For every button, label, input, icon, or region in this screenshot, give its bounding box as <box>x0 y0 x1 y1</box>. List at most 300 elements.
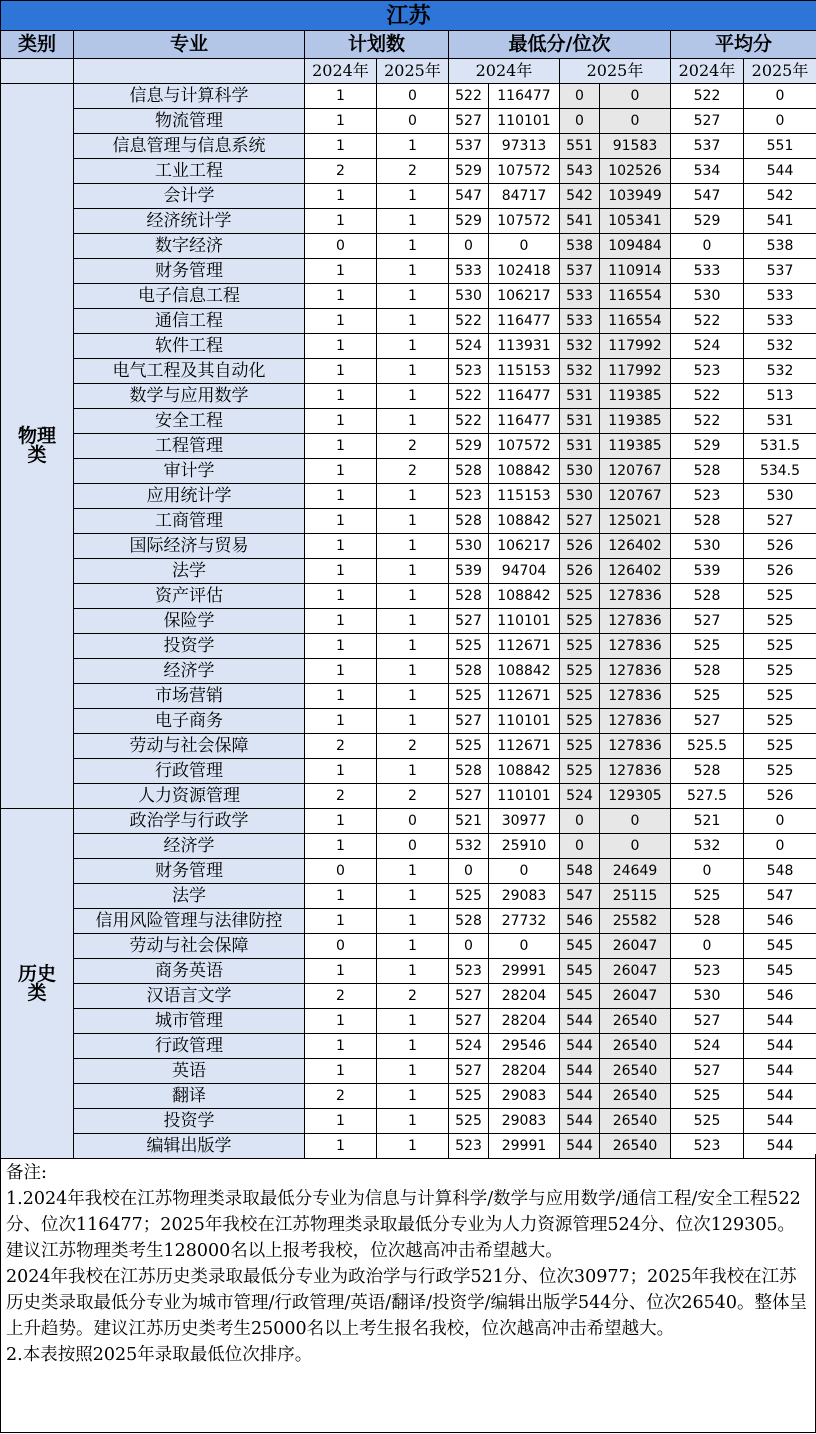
min-score-2024-cell: 523 <box>449 359 489 384</box>
header-category: 类别 <box>1 31 74 59</box>
plan-2025-cell: 1 <box>377 534 449 559</box>
min-rank-2025-cell: 127836 <box>600 659 671 684</box>
table-row <box>1 559 816 584</box>
plan-2024-cell: 2 <box>305 784 377 809</box>
avg-2024-cell: 533 <box>671 259 744 284</box>
min-rank-2025-cell: 26540 <box>600 1034 671 1059</box>
min-rank-2024-cell: 0 <box>489 234 560 259</box>
min-rank-2025-cell: 26540 <box>600 1059 671 1084</box>
min-score-2025-cell: 546 <box>560 909 600 934</box>
avg-2024-cell: 523 <box>671 484 744 509</box>
min-score-2024-cell: 522 <box>449 384 489 409</box>
avg-2025-cell: 544 <box>744 1109 816 1134</box>
min-score-2025-cell: 532 <box>560 334 600 359</box>
table-row <box>1 259 816 284</box>
plan-2024-cell: 1 <box>305 309 377 334</box>
plan-2025-cell: 0 <box>377 109 449 134</box>
avg-2025-cell: 0 <box>744 109 816 134</box>
table-row <box>1 634 816 659</box>
min-rank-2024-cell: 110101 <box>489 109 560 134</box>
plan-2025-cell: 2 <box>377 734 449 759</box>
avg-2024-cell: 527 <box>671 609 744 634</box>
min-score-2025-cell: 525 <box>560 734 600 759</box>
avg-2024-cell: 522 <box>671 84 744 109</box>
avg-2025-cell: 525 <box>744 584 816 609</box>
major-cell: 通信工程 <box>74 309 305 334</box>
major-cell: 商务英语 <box>74 959 305 984</box>
plan-2024-cell: 1 <box>305 1109 377 1134</box>
plan-2024-cell: 1 <box>305 684 377 709</box>
min-score-2025-cell: 525 <box>560 609 600 634</box>
min-score-2025-cell: 544 <box>560 1134 600 1159</box>
min-score-2024-cell: 524 <box>449 1034 489 1059</box>
plan-2024-cell: 1 <box>305 559 377 584</box>
min-score-2024-cell: 528 <box>449 509 489 534</box>
min-score-2025-cell: 526 <box>560 559 600 584</box>
major-cell: 财务管理 <box>74 859 305 884</box>
min-score-2024-cell: 527 <box>449 1009 489 1034</box>
min-score-2025-cell: 525 <box>560 759 600 784</box>
min-rank-2025-cell: 105341 <box>600 209 671 234</box>
avg-2025-cell: 531.5 <box>744 434 816 459</box>
table-row <box>1 209 816 234</box>
min-rank-2025-cell: 129305 <box>600 784 671 809</box>
avg-2025-cell: 551 <box>744 134 816 159</box>
avg-2024-cell: 529 <box>671 209 744 234</box>
min-score-2024-cell: 522 <box>449 409 489 434</box>
year-blank-major <box>74 59 305 84</box>
min-score-2024-cell: 522 <box>449 84 489 109</box>
major-cell: 翻译 <box>74 1084 305 1109</box>
plan-year-2024: 2024年 <box>305 59 377 84</box>
min-rank-2024-cell: 116477 <box>489 84 560 109</box>
table-row <box>1 109 816 134</box>
min-rank-2024-cell: 29991 <box>489 1134 560 1159</box>
min-score-2024-cell: 522 <box>449 309 489 334</box>
plan-2024-cell: 1 <box>305 434 377 459</box>
min-rank-2024-cell: 27732 <box>489 909 560 934</box>
notes-paragraph-2: 2024年我校在江苏历史类录取最低分专业为政治学与行政学521分、位次30977；2025年我校在江苏历史类录取最低分专业为城市管理/行政管理/英语/翻译/投资学/编辑出版学544分、位次26540。整体呈上升趋势。建议江苏历史类考生25000名以上考生报名我校，位次越高冲击希望越大。 <box>6 1267 808 1339</box>
table-row <box>1 909 816 934</box>
min-score-2024-cell: 547 <box>449 184 489 209</box>
min-score-2025-cell: 531 <box>560 384 600 409</box>
min-rank-2024-cell: 116477 <box>489 409 560 434</box>
min-rank-2025-cell: 127836 <box>600 684 671 709</box>
min-rank-2024-cell: 107572 <box>489 434 560 459</box>
min-rank-2024-cell: 0 <box>489 934 560 959</box>
avg-2025-cell: 525 <box>744 709 816 734</box>
major-cell: 投资学 <box>74 1109 305 1134</box>
plan-2025-cell: 1 <box>377 859 449 884</box>
table-row <box>1 284 816 309</box>
min-score-2024-cell: 532 <box>449 834 489 859</box>
avg-2024-cell: 527 <box>671 709 744 734</box>
min-score-2025-cell: 532 <box>560 359 600 384</box>
major-cell: 保险学 <box>74 609 305 634</box>
plan-2025-cell: 1 <box>377 509 449 534</box>
avg-2024-cell: 534 <box>671 159 744 184</box>
min-score-2024-cell: 528 <box>449 659 489 684</box>
notes <box>6 1160 812 1368</box>
min-rank-2025-cell: 127836 <box>600 584 671 609</box>
major-cell: 行政管理 <box>74 1034 305 1059</box>
min-rank-2025-cell: 26540 <box>600 1109 671 1134</box>
min-score-2024-cell: 530 <box>449 534 489 559</box>
avg-2025-cell: 525 <box>744 759 816 784</box>
avg-2025-cell: 513 <box>744 384 816 409</box>
year-blank-category <box>1 59 74 84</box>
min-rank-2025-cell: 127836 <box>600 734 671 759</box>
avg-2024-cell: 0 <box>671 234 744 259</box>
avg-2024-cell: 525 <box>671 1109 744 1134</box>
major-cell: 信息管理与信息系统 <box>74 134 305 159</box>
header-row <box>1 31 816 59</box>
min-rank-2024-cell: 29083 <box>489 1109 560 1134</box>
avg-2025-cell: 527 <box>744 509 816 534</box>
min-score-2025-cell: 544 <box>560 1034 600 1059</box>
plan-2024-cell: 1 <box>305 884 377 909</box>
min-score-2024-cell: 529 <box>449 159 489 184</box>
min-score-2025-cell: 544 <box>560 1109 600 1134</box>
min-score-2025-cell: 544 <box>560 1059 600 1084</box>
plan-2025-cell: 2 <box>377 459 449 484</box>
min-rank-2024-cell: 30977 <box>489 809 560 834</box>
plan-2024-cell: 1 <box>305 809 377 834</box>
plan-2025-cell: 1 <box>377 959 449 984</box>
min-score-2024-cell: 530 <box>449 284 489 309</box>
plan-2025-cell: 1 <box>377 359 449 384</box>
avg-2024-cell: 525 <box>671 884 744 909</box>
plan-2025-cell: 1 <box>377 1059 449 1084</box>
plan-2024-cell: 1 <box>305 709 377 734</box>
min-rank-2025-cell: 120767 <box>600 484 671 509</box>
min-rank-2025-cell: 119385 <box>600 384 671 409</box>
plan-2024-cell: 2 <box>305 984 377 1009</box>
avg-2024-cell: 523 <box>671 959 744 984</box>
min-score-2025-cell: 0 <box>560 84 600 109</box>
min-score-2024-cell: 0 <box>449 859 489 884</box>
major-cell: 数字经济 <box>74 234 305 259</box>
plan-2024-cell: 0 <box>305 934 377 959</box>
table-row <box>1 1009 816 1034</box>
min-rank-2025-cell: 26540 <box>600 1084 671 1109</box>
avg-2024-cell: 525.5 <box>671 734 744 759</box>
avg-2025-cell: 530 <box>744 484 816 509</box>
major-cell: 投资学 <box>74 634 305 659</box>
major-cell: 工商管理 <box>74 509 305 534</box>
min-score-2024-cell: 525 <box>449 634 489 659</box>
plan-2025-cell: 1 <box>377 909 449 934</box>
plan-2024-cell: 1 <box>305 209 377 234</box>
min-rank-2024-cell: 107572 <box>489 209 560 234</box>
avg-2024-cell: 525 <box>671 1084 744 1109</box>
avg-2025-cell: 526 <box>744 534 816 559</box>
min-score-2025-cell: 548 <box>560 859 600 884</box>
avg-2025-cell: 547 <box>744 884 816 909</box>
avg-2024-cell: 530 <box>671 984 744 1009</box>
min-rank-2024-cell: 106217 <box>489 284 560 309</box>
min-rank-2025-cell: 0 <box>600 109 671 134</box>
table-row <box>1 859 816 884</box>
min-rank-2025-cell: 127836 <box>600 759 671 784</box>
min-rank-2024-cell: 106217 <box>489 534 560 559</box>
avg-2025-cell: 541 <box>744 209 816 234</box>
table-row <box>1 1059 816 1084</box>
table-title: 江苏 <box>1 1 816 31</box>
avg-2025-cell: 525 <box>744 734 816 759</box>
min-score-2025-cell: 545 <box>560 934 600 959</box>
avg-2025-cell: 544 <box>744 159 816 184</box>
min-score-2024-cell: 529 <box>449 434 489 459</box>
min-rank-2025-cell: 120767 <box>600 459 671 484</box>
plan-2024-cell: 1 <box>305 584 377 609</box>
plan-2025-cell: 1 <box>377 759 449 784</box>
min-score-2024-cell: 523 <box>449 959 489 984</box>
avg-2025-cell: 526 <box>744 784 816 809</box>
major-cell: 市场营销 <box>74 684 305 709</box>
min-score-2025-cell: 525 <box>560 684 600 709</box>
major-cell: 物流管理 <box>74 109 305 134</box>
avg-2025-cell: 0 <box>744 834 816 859</box>
table-row <box>1 409 816 434</box>
plan-2025-cell: 1 <box>377 884 449 909</box>
min-rank-2025-cell: 24649 <box>600 859 671 884</box>
plan-2025-cell: 1 <box>377 709 449 734</box>
avg-2025-cell: 542 <box>744 184 816 209</box>
avg-2024-cell: 523 <box>671 359 744 384</box>
min-score-2025-cell: 524 <box>560 784 600 809</box>
major-cell: 资产评估 <box>74 584 305 609</box>
avg-2024-cell: 529 <box>671 434 744 459</box>
table-row <box>1 359 816 384</box>
table-row <box>1 184 816 209</box>
plan-2024-cell: 1 <box>305 534 377 559</box>
plan-2024-cell: 1 <box>305 909 377 934</box>
major-cell: 信用风险管理与法律防控 <box>74 909 305 934</box>
year-row <box>1 59 816 84</box>
min-rank-2024-cell: 108842 <box>489 659 560 684</box>
min-rank-2025-cell: 0 <box>600 834 671 859</box>
min-score-2025-cell: 544 <box>560 1084 600 1109</box>
avg-2024-cell: 525 <box>671 684 744 709</box>
plan-2025-cell: 1 <box>377 634 449 659</box>
major-cell: 财务管理 <box>74 259 305 284</box>
avg-2024-cell: 528 <box>671 659 744 684</box>
min-rank-2025-cell: 117992 <box>600 334 671 359</box>
min-rank-2025-cell: 26047 <box>600 984 671 1009</box>
plan-2025-cell: 1 <box>377 284 449 309</box>
plan-2024-cell: 0 <box>305 859 377 884</box>
major-cell: 电气工程及其自动化 <box>74 359 305 384</box>
min-score-2025-cell: 537 <box>560 259 600 284</box>
min-score-2024-cell: 527 <box>449 784 489 809</box>
min-score-2024-cell: 525 <box>449 884 489 909</box>
avg-2025-cell: 533 <box>744 284 816 309</box>
avg-2025-cell: 544 <box>744 1009 816 1034</box>
major-cell: 汉语言文学 <box>74 984 305 1009</box>
major-cell: 英语 <box>74 1059 305 1084</box>
plan-2024-cell: 1 <box>305 284 377 309</box>
avg-2025-cell: 533 <box>744 309 816 334</box>
avg-2024-cell: 527 <box>671 1059 744 1084</box>
table-row <box>1 434 816 459</box>
major-cell: 信息与计算科学 <box>74 84 305 109</box>
avg-2024-cell: 0 <box>671 934 744 959</box>
min-score-2025-cell: 544 <box>560 1009 600 1034</box>
avg-2025-cell: 544 <box>744 1134 816 1159</box>
min-rank-2024-cell: 110101 <box>489 784 560 809</box>
avg-2024-cell: 528 <box>671 584 744 609</box>
min-score-2024-cell: 525 <box>449 1084 489 1109</box>
avg-2025-cell: 545 <box>744 959 816 984</box>
table-row <box>1 384 816 409</box>
plan-2025-cell: 1 <box>377 684 449 709</box>
table-row <box>1 234 816 259</box>
min-score-2024-cell: 524 <box>449 334 489 359</box>
min-score-2025-cell: 543 <box>560 159 600 184</box>
min-rank-2024-cell: 112671 <box>489 734 560 759</box>
avg-2025-cell: 526 <box>744 559 816 584</box>
min-rank-2024-cell: 28204 <box>489 1059 560 1084</box>
avg-2025-cell: 544 <box>744 1084 816 1109</box>
min-rank-2025-cell: 0 <box>600 809 671 834</box>
avg-2025-cell: 538 <box>744 234 816 259</box>
avg-2024-cell: 547 <box>671 184 744 209</box>
min-score-2024-cell: 528 <box>449 584 489 609</box>
min-rank-2024-cell: 97313 <box>489 134 560 159</box>
plan-2025-cell: 1 <box>377 234 449 259</box>
table-row <box>1 884 816 909</box>
min-score-2024-cell: 528 <box>449 909 489 934</box>
min-rank-2024-cell: 110101 <box>489 609 560 634</box>
min-rank-2025-cell: 102526 <box>600 159 671 184</box>
plan-2025-cell: 1 <box>377 559 449 584</box>
min-rank-2024-cell: 108842 <box>489 459 560 484</box>
min-score-2025-cell: 531 <box>560 434 600 459</box>
min-rank-2024-cell: 102418 <box>489 259 560 284</box>
major-cell: 劳动与社会保障 <box>74 734 305 759</box>
major-cell: 电子商务 <box>74 709 305 734</box>
avg-2024-cell: 522 <box>671 384 744 409</box>
plan-2025-cell: 2 <box>377 984 449 1009</box>
title-row <box>1 1 816 31</box>
table-row <box>1 534 816 559</box>
min-rank-2025-cell: 0 <box>600 84 671 109</box>
plan-2024-cell: 1 <box>305 459 377 484</box>
min-score-2025-cell: 525 <box>560 659 600 684</box>
plan-2024-cell: 1 <box>305 109 377 134</box>
avg-2025-cell: 525 <box>744 634 816 659</box>
avg-2024-cell: 539 <box>671 559 744 584</box>
min-rank-2025-cell: 126402 <box>600 559 671 584</box>
min-score-2024-cell: 528 <box>449 759 489 784</box>
header-min-score-rank: 最低分/位次 <box>449 31 671 59</box>
plan-2024-cell: 1 <box>305 334 377 359</box>
min-rank-2024-cell: 110101 <box>489 709 560 734</box>
avg-2024-cell: 532 <box>671 834 744 859</box>
avg-2024-cell: 528 <box>671 459 744 484</box>
min-score-2024-cell: 523 <box>449 484 489 509</box>
min-score-2025-cell: 545 <box>560 959 600 984</box>
table-row <box>1 1109 816 1134</box>
avg-2025-cell: 0 <box>744 809 816 834</box>
table-row <box>1 684 816 709</box>
min-rank-2024-cell: 112671 <box>489 634 560 659</box>
plan-2024-cell: 1 <box>305 1134 377 1159</box>
min-score-2024-cell: 525 <box>449 734 489 759</box>
major-cell: 行政管理 <box>74 759 305 784</box>
min-rank-2025-cell: 119385 <box>600 409 671 434</box>
avg-2024-cell: 528 <box>671 759 744 784</box>
min-rank-2024-cell: 94704 <box>489 559 560 584</box>
table-row <box>1 584 816 609</box>
min-score-2024-cell: 528 <box>449 459 489 484</box>
plan-2025-cell: 1 <box>377 409 449 434</box>
min-score-2025-cell: 533 <box>560 284 600 309</box>
table-row <box>1 134 816 159</box>
min-score-2025-cell: 525 <box>560 634 600 659</box>
min-score-2025-cell: 533 <box>560 309 600 334</box>
plan-2025-cell: 1 <box>377 609 449 634</box>
plan-2024-cell: 1 <box>305 134 377 159</box>
min-score-2024-cell: 523 <box>449 1134 489 1159</box>
min-score-2024-cell: 525 <box>449 1109 489 1134</box>
plan-2024-cell: 1 <box>305 1009 377 1034</box>
plan-2025-cell: 2 <box>377 159 449 184</box>
plan-2025-cell: 1 <box>377 1084 449 1109</box>
plan-2024-cell: 1 <box>305 409 377 434</box>
plan-2024-cell: 1 <box>305 509 377 534</box>
plan-2024-cell: 2 <box>305 1084 377 1109</box>
avg-2024-cell: 527 <box>671 1009 744 1034</box>
min-rank-2025-cell: 126402 <box>600 534 671 559</box>
min-rank-2025-cell: 116554 <box>600 284 671 309</box>
avg-2024-cell: 0 <box>671 859 744 884</box>
notes-label: 备注: <box>6 1163 47 1183</box>
avg-2024-cell: 528 <box>671 509 744 534</box>
min-score-2025-cell: 530 <box>560 484 600 509</box>
min-score-2025-cell: 526 <box>560 534 600 559</box>
plan-2025-cell: 0 <box>377 834 449 859</box>
plan-2025-cell: 1 <box>377 209 449 234</box>
min-score-2025-cell: 530 <box>560 459 600 484</box>
table-row <box>1 759 816 784</box>
avg-2025-cell: 525 <box>744 684 816 709</box>
table-row <box>1 509 816 534</box>
min-rank-2025-cell: 103949 <box>600 184 671 209</box>
major-cell: 工业工程 <box>74 159 305 184</box>
table-row <box>1 159 816 184</box>
min-year-2025: 2025年 <box>560 59 671 84</box>
plan-2025-cell: 1 <box>377 1134 449 1159</box>
major-cell: 编辑出版学 <box>74 1134 305 1159</box>
avg-year-2025: 2025年 <box>744 59 816 84</box>
min-score-2024-cell: 537 <box>449 134 489 159</box>
avg-2025-cell: 0 <box>744 84 816 109</box>
plan-2024-cell: 1 <box>305 659 377 684</box>
min-score-2025-cell: 527 <box>560 509 600 534</box>
min-rank-2024-cell: 112671 <box>489 684 560 709</box>
major-cell: 经济学 <box>74 834 305 859</box>
table-row <box>1 734 816 759</box>
plan-2024-cell: 1 <box>305 634 377 659</box>
avg-2025-cell: 531 <box>744 409 816 434</box>
min-rank-2025-cell: 117992 <box>600 359 671 384</box>
plan-2025-cell: 1 <box>377 309 449 334</box>
avg-2024-cell: 522 <box>671 409 744 434</box>
avg-year-2024: 2024年 <box>671 59 744 84</box>
major-cell: 经济统计学 <box>74 209 305 234</box>
